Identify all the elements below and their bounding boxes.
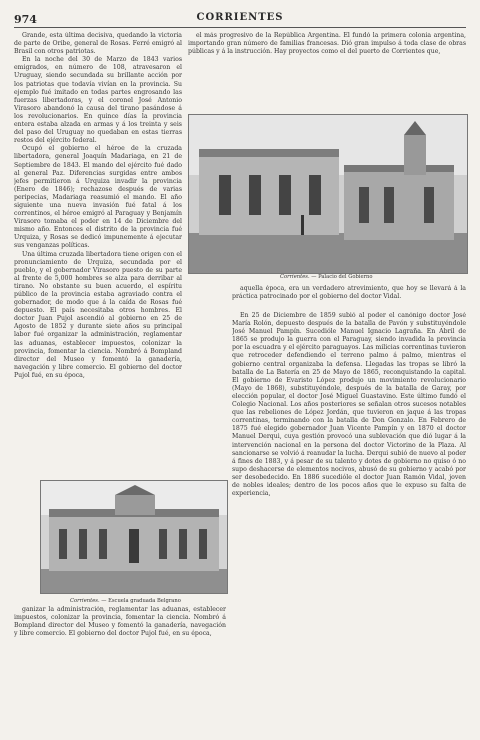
text-column-left-top [14, 32, 182, 464]
paragraph: Ocupó el gobierno el héroe de la cruzada libertadora, general Joaquín Madariaga, en 21 de Septiembre de 1843. El mando del ejército fué dado al general Paz. Diferencias surgidas entre ambos jefes permitieron á Urquiza invadir la provincia (Enero de 1846); rechazose después de varias peripecias, Madariaga reasumió el mando. El año siguiente una nueva invasión fué fatal á los correntinos, el héroe emigró al Paraguay y Benjamín Virasoro tomaba el poder en 14 de Diciembre del mismo año. Entonces el distrito de la provincia fué Urquiza, y Rosas se dedicó impunemente á ejecutar sus venganzas políticas. [14, 145, 182, 250]
paragraph: ganizar la administración, reglamentar las aduanas, establecer impuestos, colonizar la provincia, fomentar la ciencia. Nombró á Bompland director del Museo y fomentó la ganadería, navegación y libre comercio. El gobierno del doctor Pujol fué, en su época, [14, 606, 226, 638]
caption-title: — Palacio del Gobierno [311, 274, 373, 280]
paragraph: En la noche del 30 de Marzo de 1843 varios emigrados, en número de 108, atravesaron el Uruguay, siendo secundada su brillante acción por los patriotas que todavía vivían en la provincia. Su ejemplo fué imitado en todas partes engrosando las fuerzas libertadoras, y el coronel José Antonio Virasoro abandonó la causa del tirano pasándose á los revolucionarios. En quince días la provincia entera estaba alzada en armas y á los treinta y seis del paso del Uruguay no quedaban en estas tierras restos del ejército federal. [14, 56, 182, 145]
photo-caption-1 [280, 274, 372, 280]
paragraph: En 25 de Diciembre de 1859 subió al poder el canónigo doctor José María Rolón, depuesto después de la batalla de Pavón y substituyéndole José Manuel Pampín. Sucedióle Manuel Ignacio Lagraña. En Abril de 1865 se produjo la guerra con el Paraguay, siendo invadida la provincia por la escuadra y el ejército paraguayos. Las milicias correntinas tuvieron que retroceder defendiendo el terreno palmo á palmo, mientras el gobierno central organizaba la defensa. Llegadas las tropas se libró la batalla de La Batería en 25 de Mayo de 1865, reconquistando la capital. El gobierno de Evaristo López produjo un movimiento revolucionario (Mayo de 1868), substituyéndole, después de la batalla de Garay, por elección popular, el doctor José Miguel Guastavino. Este último fundó el Colegio Nacional. Los años posteriores se señalan otros sucesos notables que las rebeliones de López Jordán, que tuvieron en jaque á las tropas correntinas, terminando con la batalla de Don Gonzalo. En Febrero de 1875 fué elegido gobernador Juan Vicente Pampín y en 1870 el doctor Manuel Derqui, cuya gestión provocó una sublevación que dió lugar á la intervención nacional en la persona del doctor Victorino de la Plaza. Al sancionarse se volvió á reanudar la lucha. Derqui subió de nuevo al poder á fines de 1883, y á pesar de su talento y dotes de gobierno no quiso ó no supo deshacerse de elementos nocivos, abusó de su gobierno y acabó por ser desobedecido. En 1886 sucedióle el doctor Juan Ramón Vidal, joven de nobles ideales; dentro de los pocos años que le expuso su falta de experiencia, [232, 312, 466, 498]
text-column-right-mid [232, 285, 466, 309]
photo-caption-2 [70, 598, 181, 604]
header-rule [14, 27, 466, 28]
photo-palacio-gobierno [188, 114, 468, 274]
running-title: CORRIENTES [196, 12, 284, 23]
text-column-bottom-left [14, 606, 226, 726]
building-illustration-1 [189, 115, 467, 273]
paragraph: aquella época, era un verdadero atrevimiento, que hoy se llevará á la práctica patrocinado por el gobierno del doctor Vidal. [232, 285, 466, 301]
caption-place: Corrientes. [70, 598, 100, 604]
paragraph: el más progresivo de la República Argentina. Él fundó la primera colonia argentina, importando gran número de familias francesas. Dió gran impulso á toda clase de obras públicas y á la instrucción. Hay proyectos como el del puerto de Corrientes que, [188, 32, 466, 56]
caption-place: Corrientes. [280, 274, 310, 280]
text-column-right-lower [232, 312, 466, 726]
text-column-right-top [188, 32, 466, 112]
photo-escuela-belgrano [40, 480, 228, 594]
caption-title: — Escuela graduada Belgrano [101, 598, 181, 604]
paragraph: Grande, esta última decisiva, quedando la victoria de parte de Oribe, general de Rosas. Ferré emigró al Brasil con otros patriotas. [14, 32, 182, 56]
paragraph: Una última cruzada libertadora tiene origen con el pronunciamiento de Urquiza, secundada por el pueblo, y el gobernador Virasoro puesto de su parte al frente de 5,000 hombres se alza para derribar al tirano. No obstante su buen acuerdo, el espíritu público de la provincia estaba agraviado contra el gobernador, de modo que á la caída de Rosas fué depuesto. El país necesitaba otros hombres. El doctor Juan Pujol ascendió al gobierno en 25 de Agosto de 1852 y durante siete años su principal labor fué organizar la administración, reglamentar las aduanas, establecer impuestos, colonizar la provincia, fomentar la ciencia. Nombró á Bompland director del Museo y fomentó la ganadería, navegación y libre comercio. El gobierno del doctor Pujol fué, en su época, [14, 250, 182, 379]
building-illustration-2 [41, 481, 227, 593]
page-number: 974 [14, 13, 37, 26]
